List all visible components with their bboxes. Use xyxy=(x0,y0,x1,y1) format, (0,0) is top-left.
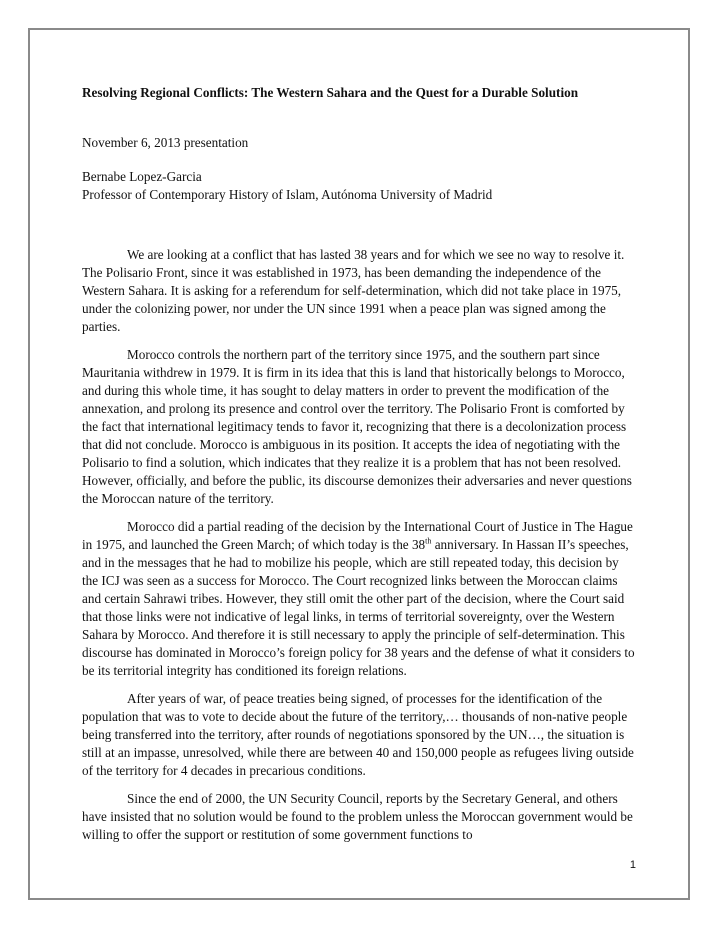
paragraph-3-text-end: anniversary. In Hassan II’s speeches, and in the messages that he had to mobilize his people, which are still repeated today, this decision by the ICJ was seen as a success for Morocco. The Court recognized links between the Moroccan claims and certain Sahrawi tribes. However, they still omit the other part of the decision, where the Court said that those links were not indicative of legal links, in terms of territorial sovereignty, over the Western Sahara by Morocco. And therefore it is still necessary to apply the principle of self-determination. This discourse has dominated in Morocco’s foreign policy for 38 years and the defense of what it considers to be its territorial integrity has conditioned its foreign relations. xyxy=(82,537,635,678)
author-title: Professor of Contemporary History of Islam, Autónoma University of Madrid xyxy=(82,187,493,202)
paragraph-3 xyxy=(82,518,638,680)
page-number: 1 xyxy=(629,859,636,871)
paragraph-4: After years of war, of peace treaties being signed, of processes for the identification of the population that was to vote to decide about the future of the territory,… thousands of non-native people being transferred into the territory, after rounds of negotiations sponsored by the UN…, the situation is still at an impasse, unresolved, while there are between 40 and 150,000 people as refugees living outside of the territory for 4 decades in precarious conditions. xyxy=(82,691,634,778)
document-title: Resolving Regional Conflicts: The Western Sahara and the Quest for a Durable Solution xyxy=(82,85,579,100)
paragraph-2: Morocco controls the northern part of the territory since 1975, and the southern part since Mauritania withdrew in 1979. It is firm in its idea that this is land that historically belongs to Morocco, and during this whole time, it has sought to delay matters in order to prevent the modification of the annexation, and prolong its presence and control over the territory. The Polisario Front is comforted by the fact that international legitimacy tends to favor it, recognizing that there is a decolonization process that did not conclude. Morocco is ambiguous in its position. It accepts the idea of negotiating with the Polisario to find a solution, which indicates that they realize it is a problem that has not been resolved. However, officially, and before the public, its discourse demonizes their adversaries and never questions the Moroccan nature of the territory. xyxy=(82,347,632,506)
author-block xyxy=(82,168,638,204)
document-content xyxy=(82,84,638,854)
author-name: Bernabe Lopez-Garcia xyxy=(82,169,202,184)
presentation-date: November 6, 2013 presentation xyxy=(82,135,249,150)
ordinal-superscript: th xyxy=(425,536,432,546)
paragraph-3-text-start: Morocco did a partial reading of the decision by the International Court of Justice in The Hague in 1975, and launched the Green March; of which today is the 38 xyxy=(82,519,633,552)
body-text xyxy=(82,246,638,844)
paragraph-1: We are looking at a conflict that has lasted 38 years and for which we see no way to resolve it. The Polisario Front, since it was established in 1973, has been demanding the independence of the Western Sahara. It is asking for a referendum for self-determination, which did not take place in 1975, under the colonizing power, nor under the UN since 1991 when a peace plan was signed among the parties. xyxy=(82,247,625,334)
paragraph-5: Since the end of 2000, the UN Security Council, reports by the Secretary General, and others have insisted that no solution would be found to the problem unless the Moroccan government would be willing to offer the support or restitution of some government functions to xyxy=(82,791,633,842)
